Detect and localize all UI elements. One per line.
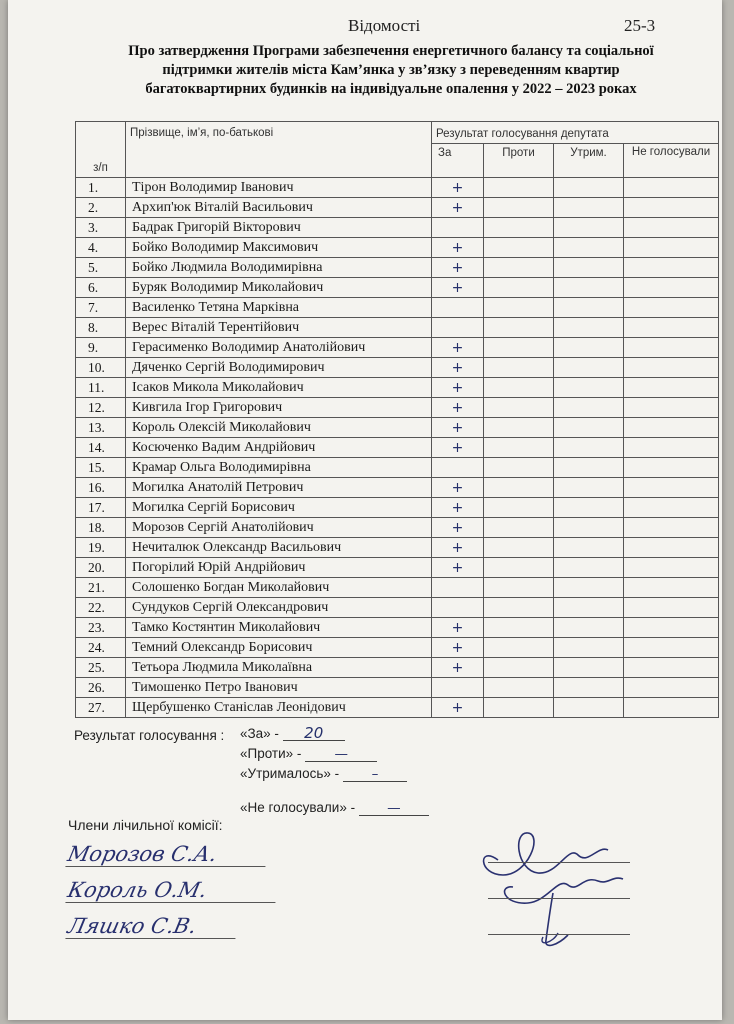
table-row (76, 558, 719, 578)
vote-abstain-cell (554, 658, 624, 678)
deputy-name: Сундуков Сергій Олександрович (126, 598, 432, 618)
deputy-name: Крамар Ольга Володимирівна (126, 458, 432, 478)
deputy-name: Морозов Сергій Анатолійович (126, 518, 432, 538)
vote-for-mark: + (432, 398, 484, 418)
vote-not-voted-cell (624, 358, 719, 378)
document-code: 25-3 (624, 16, 656, 35)
vote-abstain-cell (554, 698, 624, 718)
vote-for-mark (432, 318, 484, 338)
vote-not-voted-cell (624, 518, 719, 538)
vote-abstain-cell (554, 478, 624, 498)
vote-against-cell (484, 538, 554, 558)
row-number: 5. (76, 258, 126, 278)
vote-for-mark: + (432, 518, 484, 538)
total-for: «За» - 20 (240, 726, 345, 741)
vote-not-voted-cell (624, 378, 719, 398)
vote-for-mark (432, 458, 484, 478)
vote-not-voted-cell (624, 218, 719, 238)
document-title: Відомості (348, 16, 421, 35)
total-abstain-value: – (343, 767, 407, 782)
deputy-name: Нечиталюк Олександр Васильович (126, 538, 432, 558)
vote-not-voted-cell (624, 498, 719, 518)
table-row (76, 698, 719, 718)
vote-for-mark: + (432, 258, 484, 278)
vote-for-mark: + (432, 658, 484, 678)
vote-abstain-cell (554, 498, 624, 518)
row-number: 8. (76, 318, 126, 338)
vote-not-voted-cell (624, 438, 719, 458)
deputy-name: Ісаков Микола Миколайович (126, 378, 432, 398)
deputy-name: Василенко Тетяна Марківна (126, 298, 432, 318)
vote-not-voted-cell (624, 618, 719, 638)
vote-not-voted-cell (624, 178, 719, 198)
vote-abstain-cell (554, 418, 624, 438)
vote-against-cell (484, 318, 554, 338)
total-not-voted-value: — (359, 801, 429, 816)
deputy-name: Тамко Костянтин Миколайович (126, 618, 432, 638)
header-for: За (432, 144, 484, 178)
vote-for-mark: + (432, 538, 484, 558)
vote-against-cell (484, 478, 554, 498)
vote-for-mark: + (432, 638, 484, 658)
vote-not-voted-cell (624, 658, 719, 678)
vote-for-mark: + (432, 618, 484, 638)
vote-for-mark: + (432, 338, 484, 358)
vote-against-cell (484, 358, 554, 378)
header-abstain: Утрим. (554, 144, 624, 178)
table-row (76, 678, 719, 698)
deputy-name: Могилка Сергій Борисович (126, 498, 432, 518)
row-number: 20. (76, 558, 126, 578)
table-row (76, 398, 719, 418)
vote-abstain-cell (554, 318, 624, 338)
deputy-name: Архип'юк Віталій Васильович (126, 198, 432, 218)
commission-signature-1: Морозов С.А. (65, 842, 270, 867)
vote-not-voted-cell (624, 678, 719, 698)
header-name: Прізвище, ім’я, по-батькові (126, 122, 432, 178)
row-number: 17. (76, 498, 126, 518)
deputy-name: Солошенко Богдан Миколайович (126, 578, 432, 598)
vote-for-mark: + (432, 478, 484, 498)
deputy-name: Бойко Людмила Володимирівна (126, 258, 432, 278)
totals-label: Результат голосування : (74, 728, 225, 743)
table-row (76, 318, 719, 338)
deputy-name: Погорілий Юрій Андрійович (126, 558, 432, 578)
vote-against-cell (484, 498, 554, 518)
deputy-name: Косюченко Вадим Андрійович (126, 438, 432, 458)
table-row (76, 638, 719, 658)
vote-abstain-cell (554, 678, 624, 698)
row-number: 21. (76, 578, 126, 598)
table-row (76, 518, 719, 538)
table-row (76, 178, 719, 198)
commission-label: Члени лічильної комісії: (68, 817, 223, 833)
total-not-voted: «Не голосували» - — (240, 800, 429, 816)
vote-abstain-cell (554, 298, 624, 318)
vote-against-cell (484, 678, 554, 698)
vote-against-cell (484, 198, 554, 218)
vote-against-cell (484, 638, 554, 658)
vote-against-cell (484, 258, 554, 278)
vote-against-cell (484, 338, 554, 358)
vote-for-mark: + (432, 698, 484, 718)
table-row (76, 338, 719, 358)
vote-not-voted-cell (624, 458, 719, 478)
deputy-name: Могилка Анатолій Петрович (126, 478, 432, 498)
header-result: Результат голосування депутата (432, 122, 719, 144)
vote-not-voted-cell (624, 318, 719, 338)
vote-not-voted-cell (624, 398, 719, 418)
vote-abstain-cell (554, 618, 624, 638)
deputy-name: Буряк Володимир Миколайович (126, 278, 432, 298)
row-number: 2. (76, 198, 126, 218)
vote-against-cell (484, 218, 554, 238)
row-number: 10. (76, 358, 126, 378)
vote-not-voted-cell (624, 478, 719, 498)
deputy-name: Тірон Володимир Іванович (126, 178, 432, 198)
vote-against-cell (484, 618, 554, 638)
vote-for-mark (432, 678, 484, 698)
vote-against-cell (484, 298, 554, 318)
vote-against-cell (484, 558, 554, 578)
vote-against-cell (484, 178, 554, 198)
vote-not-voted-cell (624, 558, 719, 578)
vote-against-cell (484, 278, 554, 298)
table-row (76, 598, 719, 618)
row-number: 1. (76, 178, 126, 198)
table-row (76, 618, 719, 638)
header-not-voted: Не голосували (624, 144, 719, 178)
deputy-name: Король Олексій Миколайович (126, 418, 432, 438)
table-row (76, 238, 719, 258)
total-against: «Проти» - — (240, 746, 377, 762)
table-row (76, 278, 719, 298)
vote-not-voted-cell (624, 238, 719, 258)
vote-against-cell (484, 458, 554, 478)
vote-abstain-cell (554, 238, 624, 258)
row-number: 16. (76, 478, 126, 498)
vote-against-cell (484, 698, 554, 718)
vote-abstain-cell (554, 598, 624, 618)
vote-against-cell (484, 238, 554, 258)
row-number: 12. (76, 398, 126, 418)
table-row (76, 478, 719, 498)
total-for-value: 20 (283, 726, 345, 741)
vote-not-voted-cell (624, 338, 719, 358)
vote-for-mark (432, 298, 484, 318)
vote-abstain-cell (554, 378, 624, 398)
vote-for-mark: + (432, 418, 484, 438)
deputy-name: Бойко Володимир Максимович (126, 238, 432, 258)
vote-abstain-cell (554, 538, 624, 558)
vote-for-mark: + (432, 438, 484, 458)
vote-abstain-cell (554, 178, 624, 198)
row-number: 3. (76, 218, 126, 238)
deputy-name: Темний Олександр Борисович (126, 638, 432, 658)
vote-abstain-cell (554, 358, 624, 378)
table-row (76, 538, 719, 558)
row-number: 19. (76, 538, 126, 558)
row-number: 23. (76, 618, 126, 638)
vote-against-cell (484, 518, 554, 538)
signature-line-3 (488, 934, 630, 935)
vote-abstain-cell (554, 258, 624, 278)
row-number: 25. (76, 658, 126, 678)
vote-against-cell (484, 378, 554, 398)
vote-against-cell (484, 418, 554, 438)
vote-abstain-cell (554, 458, 624, 478)
vote-not-voted-cell (624, 638, 719, 658)
vote-against-cell (484, 398, 554, 418)
deputy-name: Дяченко Сергій Володимирович (126, 358, 432, 378)
document-subject: Про затвердження Програми забезпечення енергетичного балансу та соціальної підтримки жителів міста Кам’янка у зв’язку з переведенням квартир багатоквартирних будинків на індивідуальне опалення у 2022 – 2023 роках (128, 43, 654, 97)
vote-not-voted-cell (624, 198, 719, 218)
vote-abstain-cell (554, 398, 624, 418)
row-number: 22. (76, 598, 126, 618)
row-number: 4. (76, 238, 126, 258)
table-row (76, 438, 719, 458)
row-number: 13. (76, 418, 126, 438)
vote-abstain-cell (554, 198, 624, 218)
vote-abstain-cell (554, 278, 624, 298)
row-number: 26. (76, 678, 126, 698)
vote-against-cell (484, 598, 554, 618)
vote-for-mark: + (432, 178, 484, 198)
total-against-value: — (305, 747, 377, 762)
signature-line-1 (488, 862, 630, 863)
table-row (76, 258, 719, 278)
vote-against-cell (484, 578, 554, 598)
vote-against-cell (484, 658, 554, 678)
row-number: 9. (76, 338, 126, 358)
table-row (76, 198, 719, 218)
table-row (76, 218, 719, 238)
commission-signature-2: Король О.М. (65, 878, 280, 903)
vote-for-mark: + (432, 278, 484, 298)
voting-table (75, 121, 719, 718)
vote-abstain-cell (554, 558, 624, 578)
vote-abstain-cell (554, 578, 624, 598)
row-number: 11. (76, 378, 126, 398)
row-number: 27. (76, 698, 126, 718)
deputy-name: Кивгила Ігор Григорович (126, 398, 432, 418)
table-row (76, 578, 719, 598)
row-number: 24. (76, 638, 126, 658)
vote-for-mark: + (432, 198, 484, 218)
vote-for-mark: + (432, 238, 484, 258)
table-row (76, 658, 719, 678)
commission-signature-3: Ляшко С.В. (65, 914, 240, 939)
row-number: 15. (76, 458, 126, 478)
vote-for-mark (432, 578, 484, 598)
vote-not-voted-cell (624, 278, 719, 298)
row-number: 14. (76, 438, 126, 458)
vote-for-mark: + (432, 358, 484, 378)
vote-against-cell (484, 438, 554, 458)
deputy-name: Верес Віталій Терентійович (126, 318, 432, 338)
deputy-name: Бадрак Григорій Вікторович (126, 218, 432, 238)
vote-for-mark: + (432, 498, 484, 518)
table-row (76, 418, 719, 438)
vote-abstain-cell (554, 638, 624, 658)
vote-not-voted-cell (624, 698, 719, 718)
vote-for-mark: + (432, 558, 484, 578)
table-row (76, 378, 719, 398)
vote-not-voted-cell (624, 538, 719, 558)
deputy-name: Тетьора Людмила Миколаївна (126, 658, 432, 678)
deputy-name: Тимошенко Петро Іванович (126, 678, 432, 698)
vote-for-mark: + (432, 378, 484, 398)
vote-not-voted-cell (624, 578, 719, 598)
vote-for-mark (432, 598, 484, 618)
header-against: Проти (484, 144, 554, 178)
vote-abstain-cell (554, 518, 624, 538)
row-number: 18. (76, 518, 126, 538)
vote-abstain-cell (554, 438, 624, 458)
signature-line-2 (488, 898, 630, 899)
header-num: з/п (76, 122, 126, 178)
table-row (76, 298, 719, 318)
deputy-name: Герасименко Володимир Анатолійович (126, 338, 432, 358)
table-row (76, 498, 719, 518)
vote-not-voted-cell (624, 418, 719, 438)
total-abstain: «Утрималось» - – (240, 766, 407, 782)
vote-not-voted-cell (624, 298, 719, 318)
vote-not-voted-cell (624, 258, 719, 278)
vote-for-mark (432, 218, 484, 238)
vote-abstain-cell (554, 218, 624, 238)
table-row (76, 358, 719, 378)
table-row (76, 458, 719, 478)
row-number: 6. (76, 278, 126, 298)
vote-abstain-cell (554, 338, 624, 358)
deputy-name: Щербушенко Станіслав Леонідович (126, 698, 432, 718)
row-number: 7. (76, 298, 126, 318)
document-sheet (8, 0, 722, 1020)
vote-not-voted-cell (624, 598, 719, 618)
